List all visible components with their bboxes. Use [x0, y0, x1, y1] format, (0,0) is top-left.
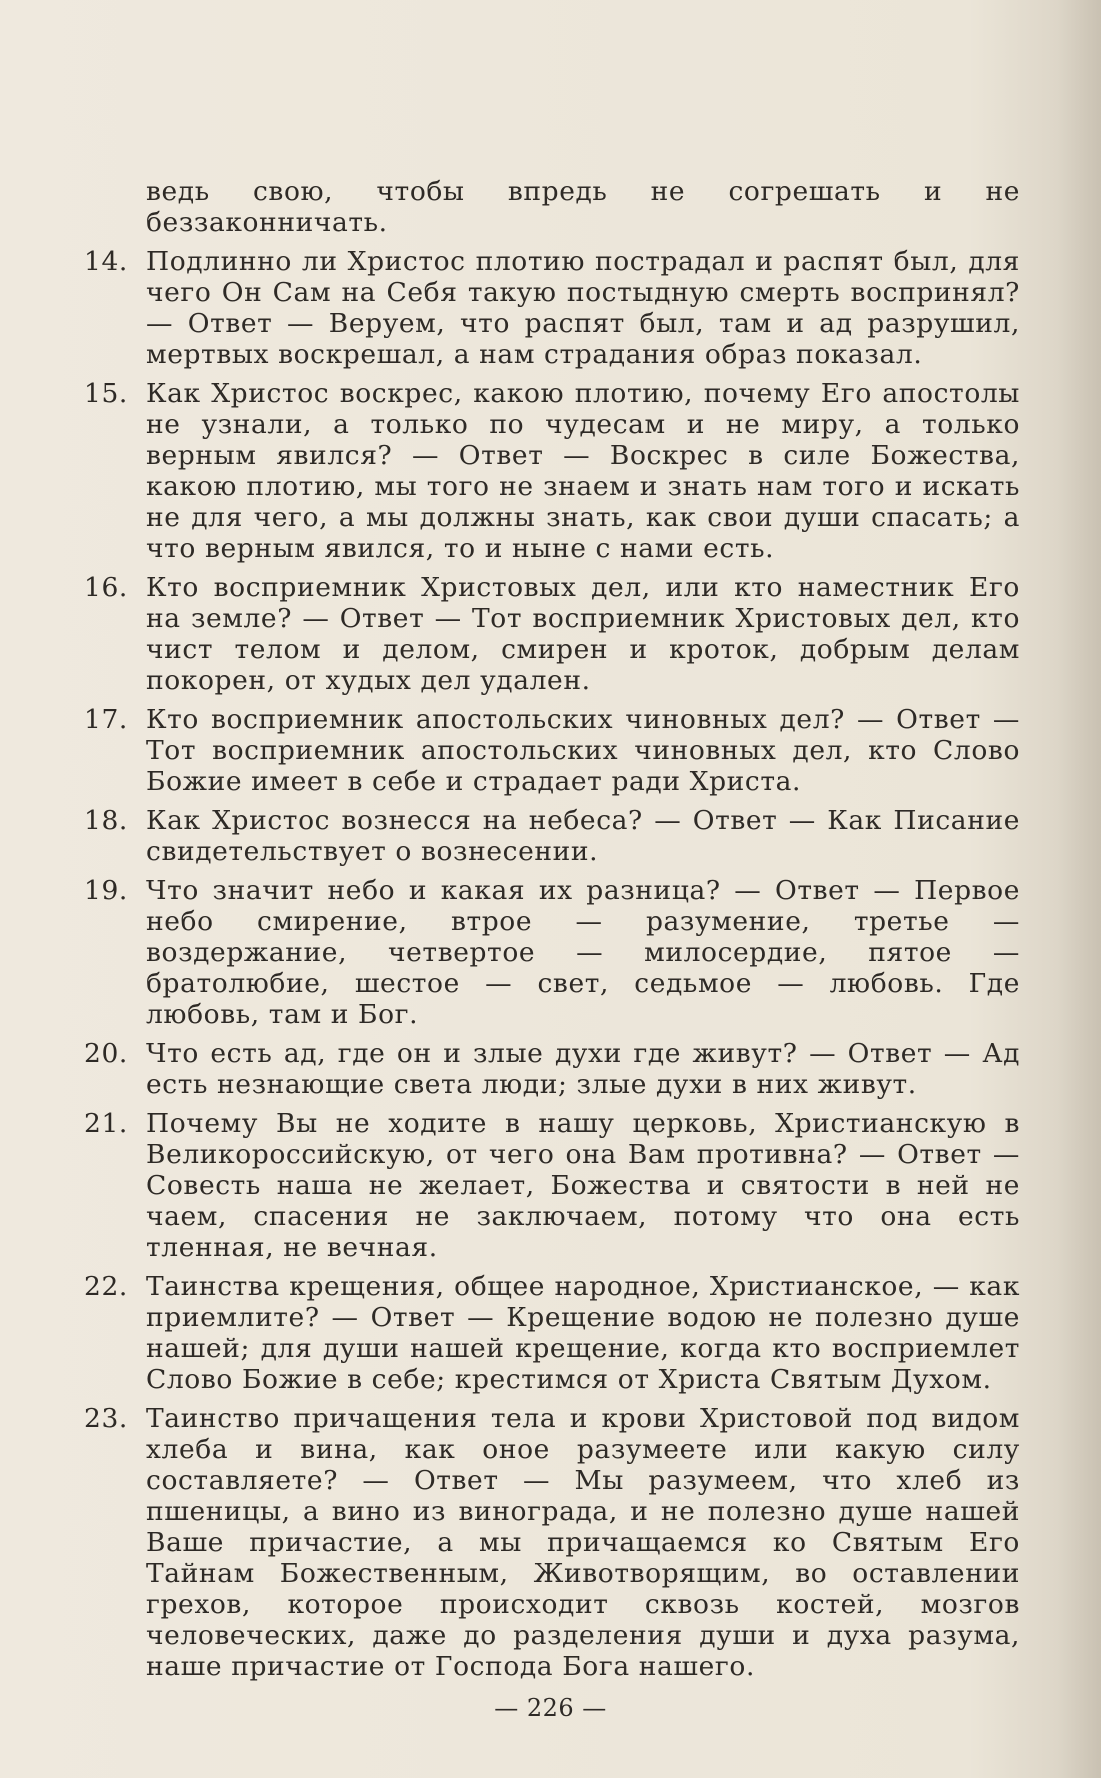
text-block	[80, 176, 1020, 1682]
list-item	[80, 805, 1020, 867]
list-item	[80, 875, 1020, 1030]
list-item	[80, 246, 1020, 370]
item-number: 20.	[84, 1038, 128, 1069]
item-text: Кто восприемник апостольских чиновных дел? — Ответ — Тот восприемник апостольских чиновных дел, кто Слово Божие имеет в себе и страдает ради Христа.	[146, 704, 1020, 797]
item-text: Подлинно ли Христос плотию пострадал и распят был, для чего Он Сам на Себя такую постыдную смерть воспринял? — Ответ — Веруем, что распят был, там и ад разрушил, мертвых воскрешал, а нам страдания образ показал.	[146, 246, 1020, 370]
item-text: Как Христос вознесся на небеса? — Ответ — Как Писание свидетельствует о вознесении.	[146, 805, 1020, 867]
item-text: Таинство причащения тела и крови Христовой под видом хлеба и вина, как оное разумеете или какую силу составляете? — Ответ — Мы разумеем, что хлеб из пшеницы, а вино из винограда, и не полезно душе нашей Ваше причастие, а мы причащаемся ко Святым Его Тайнам Божественным, Животворящим, во оставлении грехов, которое происходит сквозь костей, мозгов человеческих, даже до разделения души и духа разума, наше причастие от Господа Бога нашего.	[146, 1403, 1020, 1682]
item-number: 22.	[84, 1271, 128, 1302]
item-number: 19.	[84, 875, 128, 906]
list-item	[80, 704, 1020, 797]
item-number: 15.	[84, 378, 128, 409]
item-number: 18.	[84, 805, 128, 836]
item-text: Таинства крещения, общее народное, Христианское, — как приемлите? — Ответ — Крещение водою не полезно душе нашей; для души нашей крещение, когда кто восприемлет Слово Божие в себе; крестимся от Христа Святым Духом.	[146, 1271, 1020, 1395]
list-item	[80, 572, 1020, 696]
continuation-paragraph: ведь свою, чтобы впредь не согрешать и не беззаконничать.	[146, 176, 1020, 238]
page-number: — 226 —	[494, 1694, 607, 1722]
list-item	[80, 378, 1020, 564]
item-text: Как Христос воскрес, какою плотию, почему Его апостолы не узнали, а только по чудесам и не миру, а только верным явился? — Ответ — Воскрес в силе Божества, какою плотию, мы того не знаем и знать нам того и искать не для чего, а мы должны знать, как свои души спасать; а что верным явился, то и ныне с нами есть.	[146, 378, 1020, 564]
item-number: 16.	[84, 572, 128, 603]
item-text: Почему Вы не ходите в нашу церковь, Христианскую в Великороссийскую, от чего она Вам противна? — Ответ — Совесть наша не желает, Божества и святости в ней не чаем, спасения не заключаем, потому что она есть тленная, не вечная.	[146, 1108, 1020, 1263]
list-item	[80, 1271, 1020, 1395]
list-item	[80, 1403, 1020, 1682]
item-number: 21.	[84, 1108, 128, 1139]
list-item	[80, 1038, 1020, 1100]
item-number: 17.	[84, 704, 128, 735]
item-number: 14.	[84, 246, 128, 277]
item-text: Кто восприемник Христовых дел, или кто наместник Его на земле? — Ответ — Тот восприемник Христовых дел, кто чист телом и делом, смирен и кроток, добрым делам покорен, от худых дел удален.	[146, 572, 1020, 696]
list-item	[80, 1108, 1020, 1263]
item-text: Что есть ад, где он и злые духи где живут? — Ответ — Ад есть незнающие света люди; злые духи в них живут.	[146, 1038, 1020, 1100]
item-text: Что значит небо и какая их разница? — Ответ — Первое небо смирение, втрое — разумение, третье — воздержание, четвертое — милосердие, пятое — братолюбие, шестое — свет, седьмое — любовь. Где любовь, там и Бог.	[146, 875, 1020, 1030]
item-number: 23.	[84, 1403, 128, 1434]
